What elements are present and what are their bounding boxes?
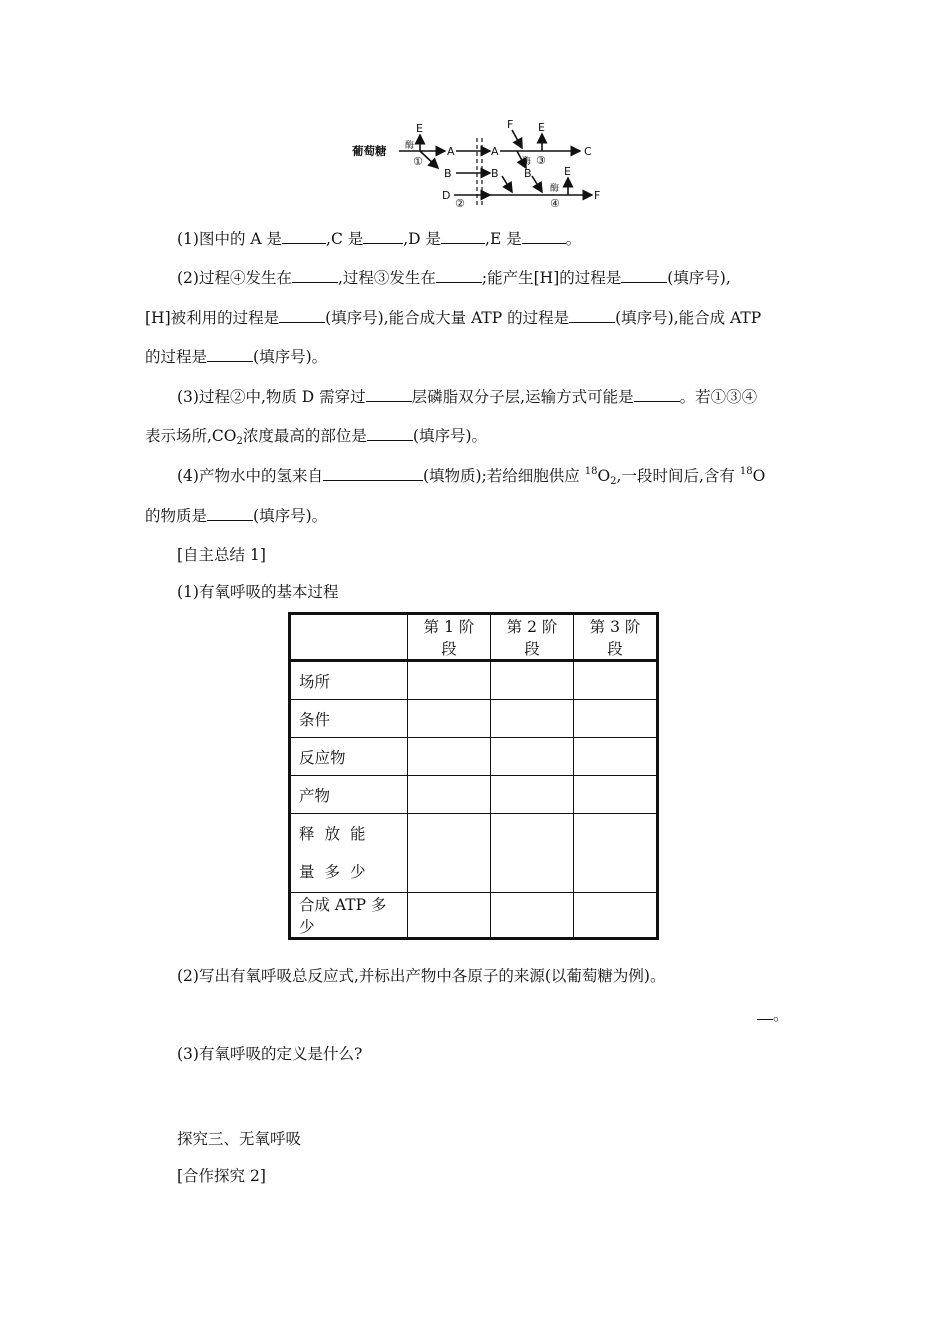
- table-cell[interactable]: [574, 661, 658, 700]
- q3-subscript: 2: [236, 436, 243, 447]
- q4-superscript: 18: [739, 466, 753, 477]
- q4-text: (填物质);若给细胞供应: [422, 467, 585, 485]
- table-cell[interactable]: [574, 738, 658, 776]
- row-label: 反应物: [290, 738, 408, 776]
- B-label-3: B: [524, 167, 532, 180]
- q2-text: (填序号),: [667, 269, 731, 287]
- q4-text: O: [752, 467, 766, 485]
- step3-label: ③: [536, 154, 546, 167]
- table-row: [290, 700, 658, 738]
- F-label-1: F: [507, 118, 514, 131]
- table-header-cell: [290, 614, 408, 661]
- B-label-1: B: [444, 167, 452, 180]
- q4-blank-2[interactable]: [207, 506, 253, 521]
- q3-blank-1[interactable]: [366, 387, 412, 402]
- q4-text: (4)产物水中的氢来自: [177, 467, 323, 485]
- E-label-3: E: [564, 165, 571, 178]
- q4-text: O: [597, 467, 611, 485]
- step4-label: ④: [550, 197, 560, 210]
- step1-label: ①: [413, 155, 423, 168]
- B2-to-line-arrow: [532, 176, 542, 192]
- enzyme-label-3: 酶: [550, 184, 560, 194]
- q1-text-a: (1)图中的 A 是: [177, 230, 283, 248]
- row-label-text: 释放能量多少: [299, 825, 376, 881]
- q4-superscript: 18: [584, 466, 598, 477]
- q4-subscript: 2: [610, 476, 617, 487]
- table-cell[interactable]: [491, 661, 574, 700]
- row-label: 合成 ATP 多少: [290, 893, 408, 939]
- answer-line[interactable]: [757, 1004, 789, 1026]
- q3-text: 。若①③④: [679, 388, 758, 406]
- q2-text: (2)过程④发生在: [177, 269, 292, 287]
- q3-text: 浓度最高的部位是: [242, 427, 367, 445]
- table-cell[interactable]: [408, 661, 491, 700]
- glucose-label: 葡萄糖: [352, 144, 387, 158]
- q2-blank-6[interactable]: [207, 347, 253, 362]
- table-header-cell: 第 2 阶段: [491, 614, 574, 661]
- answer-blank[interactable]: [757, 1005, 773, 1020]
- summary-title: [自主总结 1]: [177, 546, 266, 564]
- step2-label: ②: [455, 197, 465, 210]
- aerobic-stages-table: [288, 612, 659, 940]
- question-4-line-1: [177, 465, 765, 487]
- enzyme-label-2: 酶: [522, 157, 532, 167]
- q1-text-d: ,E 是: [485, 230, 522, 248]
- D-label: D: [442, 189, 451, 202]
- q4-text: (填序号)。: [253, 507, 328, 525]
- q4-text: ,一段时间后,含有: [616, 467, 740, 485]
- section-title: 探究三、无氧呼吸: [177, 1130, 302, 1148]
- table-cell[interactable]: [408, 776, 491, 814]
- E-label-2: E: [538, 121, 545, 134]
- q2-text: (填序号),能合成大量 ATP 的过程是: [325, 309, 570, 327]
- q2-text: [H]被利用的过程是: [145, 309, 280, 327]
- table-row: [290, 814, 658, 893]
- q3-text: 表示场所,CO: [145, 427, 237, 445]
- row-label: 产物: [290, 776, 408, 814]
- q2-blank-4[interactable]: [279, 308, 325, 323]
- q3-blank-2[interactable]: [634, 387, 680, 402]
- q2-text: ;能产生[H]的过程是: [481, 269, 622, 287]
- enzyme-label-1: 酶: [405, 141, 415, 151]
- A-label-2: A: [491, 145, 499, 158]
- E-label-1: E: [416, 122, 423, 135]
- question-3-line-1: [177, 386, 757, 408]
- table-header-cell: 第 3 阶段: [574, 614, 658, 661]
- q1-blank-C[interactable]: [363, 229, 403, 244]
- F-label-2: F: [594, 189, 601, 202]
- table-cell[interactable]: [491, 814, 574, 893]
- question-2-line-1: [177, 267, 731, 289]
- table-cell[interactable]: [491, 738, 574, 776]
- table-cell[interactable]: [491, 776, 574, 814]
- question-3-line-2: [145, 425, 487, 447]
- q1-text-b: ,C 是: [326, 230, 364, 248]
- table-cell[interactable]: [574, 700, 658, 738]
- table-header-row: [290, 614, 658, 661]
- q2-text: (填序号),能合成 ATP: [615, 309, 762, 327]
- coop-title: [合作探究 2]: [177, 1167, 266, 1185]
- C-label: C: [584, 145, 592, 158]
- q3-text: 层磷脂双分子层,运输方式可能是: [411, 388, 634, 406]
- q4-blank-1[interactable]: [323, 466, 423, 481]
- table-row: [290, 893, 658, 939]
- table-cell[interactable]: [491, 893, 574, 939]
- table-cell[interactable]: [408, 700, 491, 738]
- q2-text: ,过程③发生在: [337, 269, 436, 287]
- table-cell[interactable]: [574, 893, 658, 939]
- table-cell[interactable]: [408, 893, 491, 939]
- summary-q2: (2)写出有氧呼吸总反应式,并标出产物中各原子的来源(以葡萄糖为例)。: [177, 967, 666, 985]
- respiration-diagram: [352, 118, 602, 210]
- table-cell[interactable]: [574, 776, 658, 814]
- row-label: 场所: [290, 661, 408, 700]
- table-row: [290, 776, 658, 814]
- B1-to-line-arrow: [502, 176, 512, 192]
- table-cell[interactable]: [491, 700, 574, 738]
- q2-blank-1[interactable]: [292, 268, 338, 283]
- question-1: [177, 228, 581, 250]
- q3-blank-3[interactable]: [367, 426, 413, 441]
- A-label-1: A: [447, 145, 455, 158]
- q2-blank-2[interactable]: [436, 268, 482, 283]
- question-4-line-2: [145, 505, 327, 527]
- q1-blank-D[interactable]: [441, 229, 485, 244]
- question-2-line-2: [145, 307, 761, 329]
- table-row: [290, 661, 658, 700]
- q2-blank-5[interactable]: [569, 308, 615, 323]
- q1-text-e: 。: [565, 230, 582, 248]
- row-label: [290, 814, 408, 893]
- table-cell[interactable]: [574, 814, 658, 893]
- summary-q1: (1)有氧呼吸的基本过程: [177, 583, 339, 601]
- table-header-cell: 第 1 阶段: [408, 614, 491, 661]
- q2-text: 的过程是: [145, 348, 208, 366]
- answer-end-mark: 。: [773, 1006, 789, 1024]
- q1-blank-E[interactable]: [522, 229, 566, 244]
- q1-text-c: ,D 是: [403, 230, 442, 248]
- table-cell[interactable]: [408, 738, 491, 776]
- table-row: [290, 738, 658, 776]
- q2-blank-3[interactable]: [621, 268, 667, 283]
- row-label: 条件: [290, 700, 408, 738]
- q4-text: 的物质是: [145, 507, 208, 525]
- q3-text: (3)过程②中,物质 D 需穿过: [177, 388, 366, 406]
- q3-text: (填序号)。: [412, 427, 487, 445]
- summary-q3: (3)有氧呼吸的定义是什么?: [177, 1045, 363, 1063]
- F-in-arrow: [512, 130, 522, 148]
- B-label-2: B: [491, 167, 499, 180]
- table-cell[interactable]: [408, 814, 491, 893]
- q2-text: (填序号)。: [253, 348, 328, 366]
- question-2-line-3: [145, 346, 327, 368]
- q1-blank-A[interactable]: [282, 229, 326, 244]
